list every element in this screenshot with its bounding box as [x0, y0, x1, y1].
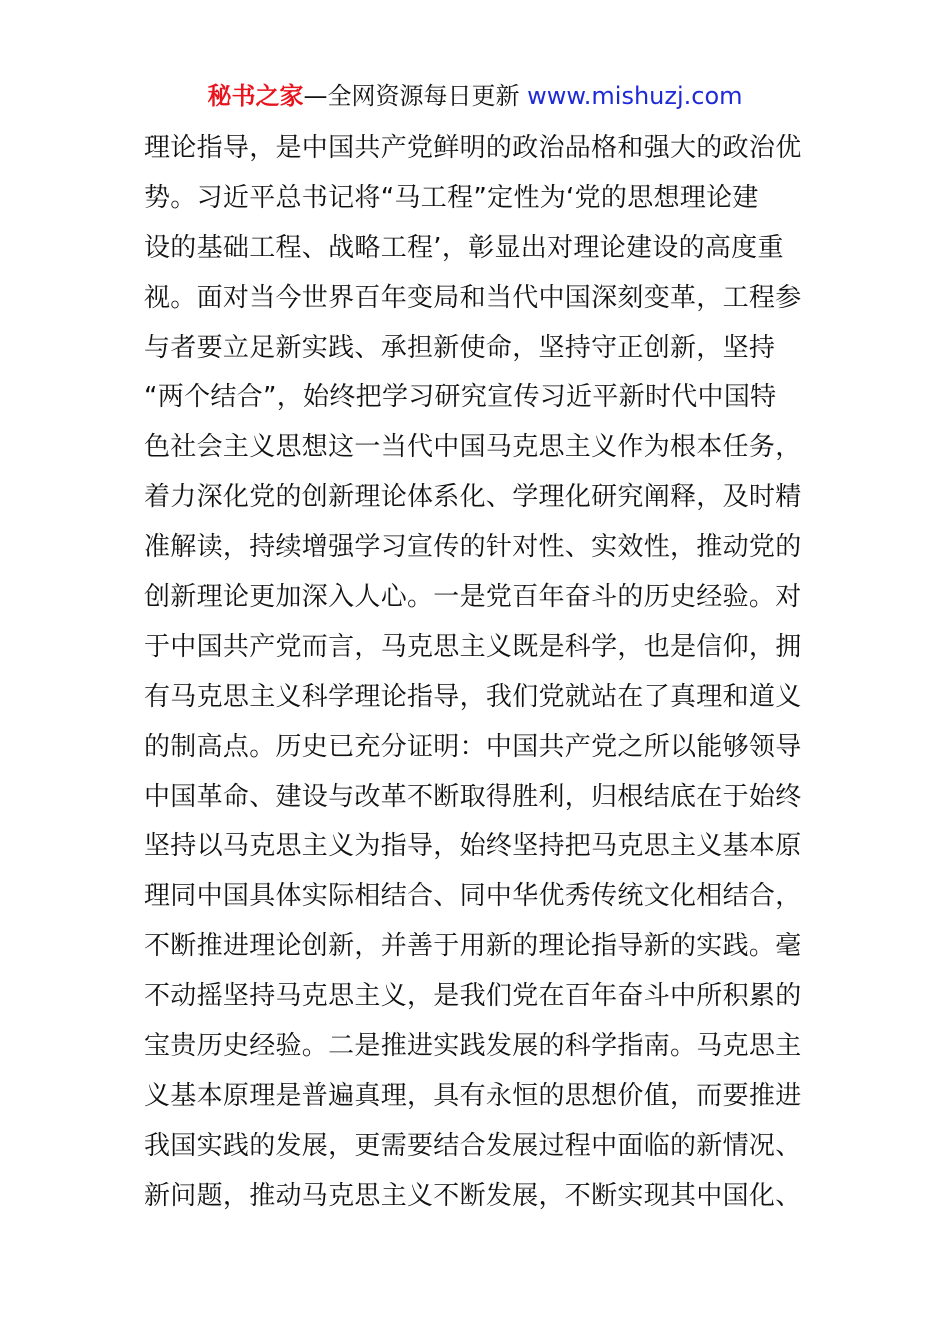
text-line: 于中国共产党而言，马克思主义既是科学，也是信仰，拥 [144, 631, 802, 662]
site-brand: 秘书之家 [207, 82, 304, 110]
text-line: 着力深化党的创新理论体系化、学理化研究阐释，及时精 [144, 482, 802, 513]
text-line: 我国实践的发展，更需要结合发展过程中面临的新情况、 [144, 1130, 802, 1161]
text-line: “两个结合”，始终把学习研究宣传习近平新时代中国特 [144, 382, 777, 413]
text-line: 不动摇坚持马克思主义，是我们党在百年奋斗中所积累的 [144, 981, 802, 1012]
text-line: 有马克思主义科学理论指导，我们党就站在了真理和道义 [144, 681, 802, 712]
text-line: 理论指导，是中国共产党鲜明的政治品格和强大的政治优 [144, 133, 802, 163]
text-line: 势。习近平总书记将“马工程”定性为‘党的思想理论建 [144, 182, 759, 213]
text-line: 创新理论更加深入人心。一是党百年奋斗的历史经验。对 [144, 582, 802, 613]
text-line: 设的基础工程、战略工程’，彰显出对理论建设的高度重 [144, 232, 784, 263]
page-header [0, 80, 950, 112]
document-body [144, 124, 814, 1222]
text-line: 理同中国具体实际相结合、同中华优秀传统文化相结合， [144, 881, 802, 912]
text-line: 视。面对当今世界百年变局和当代中国深刻变革，工程参 [144, 282, 802, 313]
text-line: 中国革命、建设与改革不断取得胜利，归根结底在于始终 [144, 781, 802, 812]
site-tagline: —全网资源每日更新 [303, 82, 520, 110]
text-line: 宝贵历史经验。二是推进实践发展的科学指南。马克思主 [144, 1031, 802, 1062]
text-line: 准解读，持续增强学习宣传的针对性、实效性，推动党的 [144, 532, 802, 563]
text-line: 的制高点。历史已充分证明：中国共产党之所以能够领导 [144, 731, 802, 762]
text-line: 色社会主义思想这一当代中国马克思主义作为根本任务， [144, 432, 802, 463]
text-line: 新问题，推动马克思主义不断发展，不断实现其中国化、 [144, 1180, 802, 1211]
text-line: 坚持以马克思主义为指导，始终坚持把马克思主义基本原 [144, 831, 802, 862]
site-url-link[interactable]: www.mishuzj.com [527, 82, 743, 110]
text-line: 不断推进理论创新，并善于用新的理论指导新的实践。毫 [144, 931, 802, 962]
text-line: 与者要立足新实践、承担新使命，坚持守正创新，坚持 [144, 332, 776, 363]
text-line: 义基本原理是普遍真理，具有永恒的思想价值，而要推进 [144, 1080, 802, 1111]
